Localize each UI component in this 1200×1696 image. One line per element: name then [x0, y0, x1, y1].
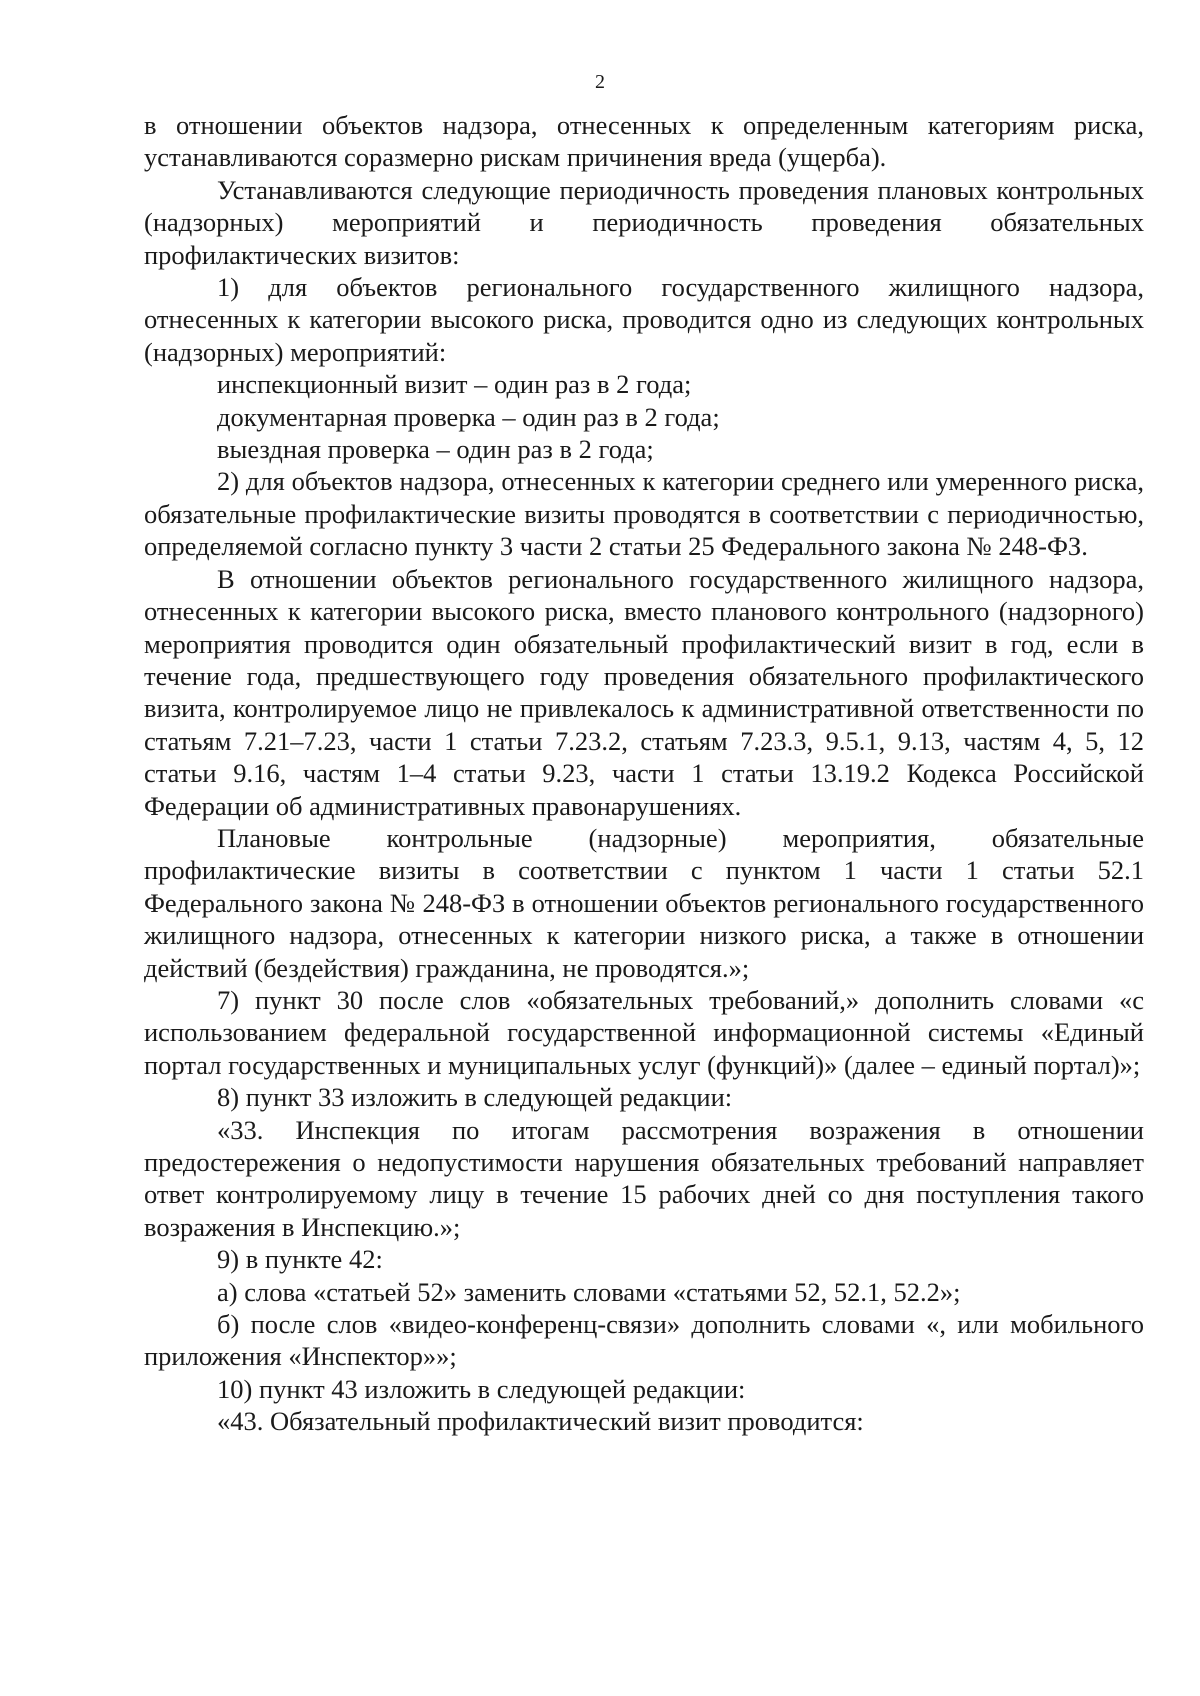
paragraph: документарная проверка – один раз в 2 года; [217, 401, 720, 432]
paragraph: В отношении объектов регионального государственного жилищного надзора, отнесенных к категории высокого риска, вместо планового контрольного (надзорного) мероприятия проводится один обязательный профилактический визит в год, если в течение года, предшествующего году проведения обязательного профилактического визита, контролируемое лицо не привлекалось к административной ответственности по статьям 7.21–7.23, части 1 статьи 7.23.2, статьям 7.23.3, 9.5.1, 9.13, частям 4, 5, 12 статьи 9.16, частям 1–4 статьи 9.23, части 1 статьи 13.19.2 Кодекса Российской Федерации об административных правонарушениях. [144, 563, 1144, 821]
paragraph: 9) в пункте 42: [217, 1244, 383, 1275]
paragraph: б) после слов «видео-конференц-связи» дополнить словами «, или мобильного приложения «Инспектор»»; [144, 1309, 1144, 1372]
paragraph: 10) пункт 43 изложить в следующей редакции: [217, 1373, 746, 1404]
paragraph: Устанавливаются следующие периодичность проведения плановых контрольных (надзорных) мероприятий и периодичность проведения обязательных профилактических визитов: [144, 174, 1144, 270]
paragraph: Плановые контрольные (надзорные) мероприятия, обязательные профилактические визиты в соответствии с пунктом 1 части 1 статьи 52.1 Федерального закона № 248-ФЗ в отношении объектов регионального государственного жилищного надзора, отнесенных к категории низкого риска, а также в отношении действий (бездействия) гражданина, не проводятся.»; [144, 822, 1144, 983]
paragraph: 1) для объектов регионального государственного жилищного надзора, отнесенных к категории высокого риска, проводится одно из следующих контрольных (надзорных) мероприятий: [144, 272, 1144, 367]
paragraph: а) слова «статьей 52» заменить словами «статьями 52, 52.1, 52.2»; [217, 1276, 961, 1307]
paragraph: 8) пункт 33 изложить в следующей редакции: [217, 1082, 733, 1113]
paragraph: 7) пункт 30 после слов «обязательных требований,» дополнить словами «с использованием федеральной государственной информационной системы «Единый портал государственных и муниципальных услуг (функций)» (далее – единый портал)»; [144, 984, 1144, 1080]
paragraph: «43. Обязательный профилактический визит проводится: [217, 1406, 864, 1437]
paragraph: выездная проверка – один раз в 2 года; [217, 434, 654, 465]
paragraph: в отношении объектов надзора, отнесенных к определенным категориям риска, устанавливаются соразмерно рискам причинения вреда (ущерба). [144, 110, 1144, 173]
paragraph: «33. Инспекция по итогам рассмотрения возражения в отношении предостережения о недопустимости нарушения обязательных требований направляет ответ контролируемому лицу в течение 15 рабочих дней со дня поступления такого возражения в Инспекцию.»; [144, 1114, 1144, 1242]
paragraph: инспекционный визит – один раз в 2 года; [217, 369, 692, 400]
paragraph: 2) для объектов надзора, отнесенных к категории среднего или умеренного риска, обязательные профилактические визиты проводятся в соответствии с периодичностью, определяемой согласно пункту 3 части 2 статьи 25 Федерального закона № 248-ФЗ. [144, 466, 1144, 562]
document-body [144, 109, 1144, 1438]
page-number: 2 [595, 71, 605, 93]
